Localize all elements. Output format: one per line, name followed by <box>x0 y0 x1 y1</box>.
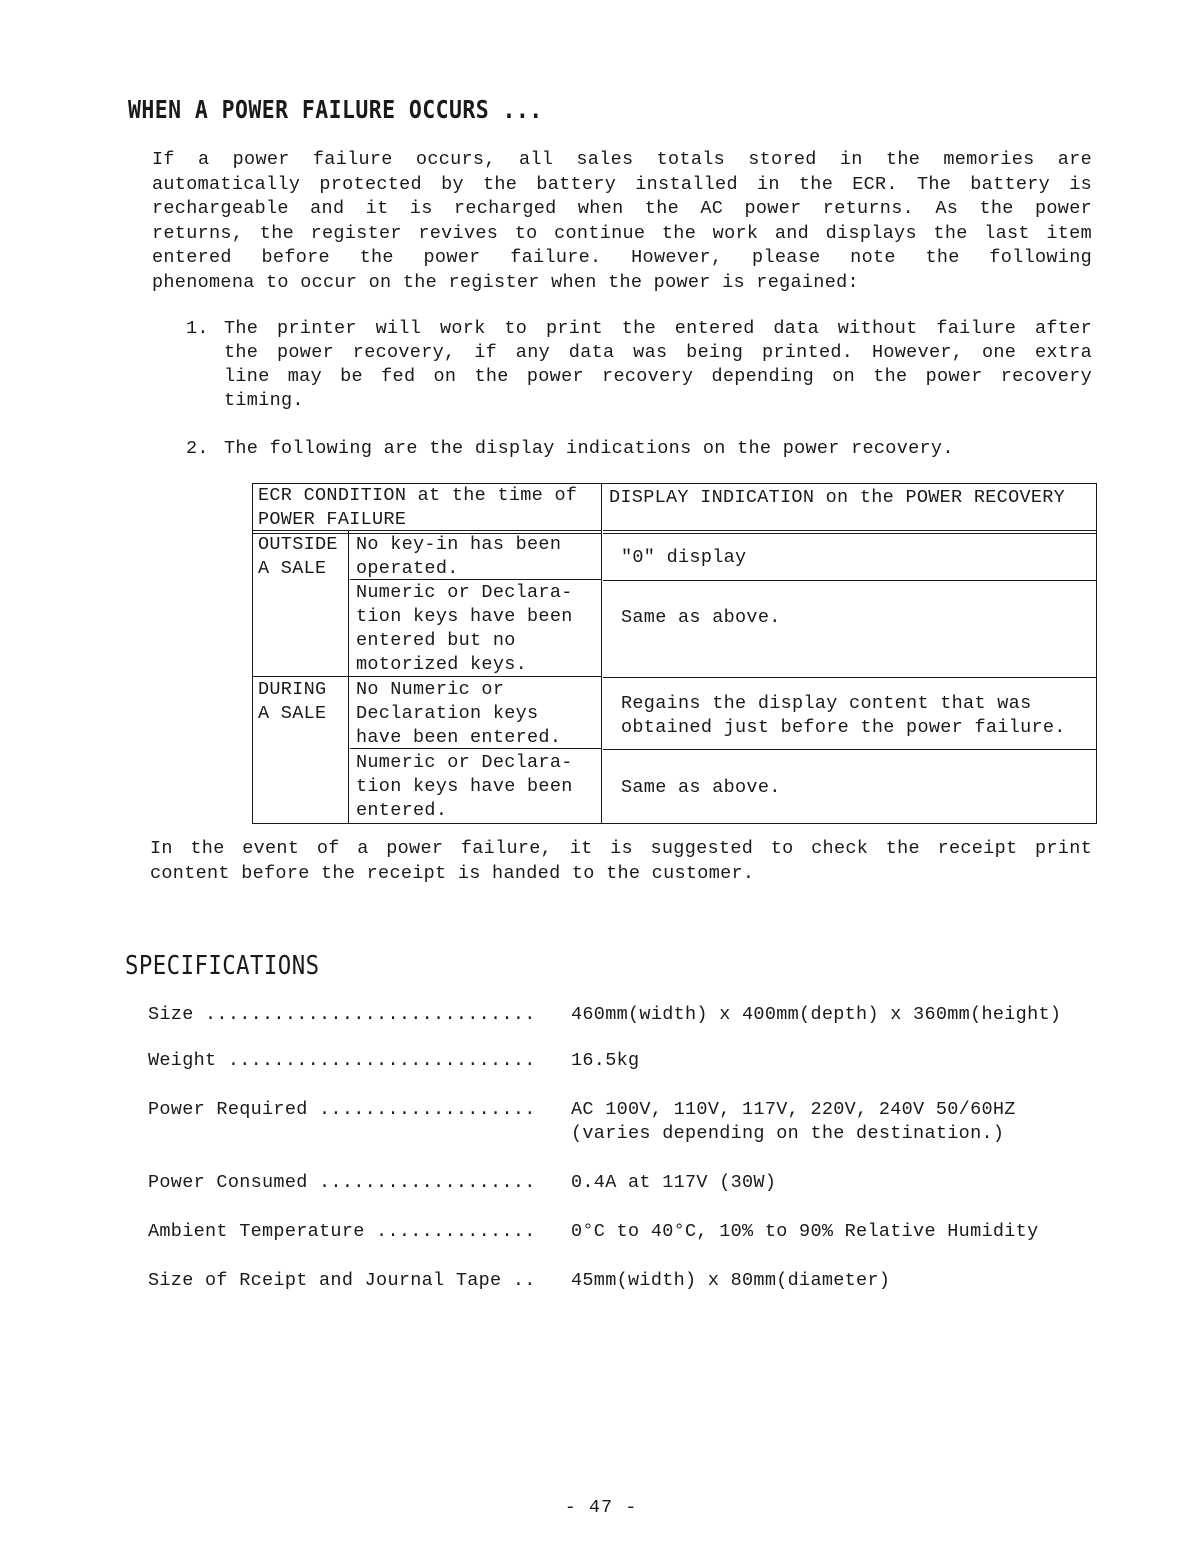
intro-line: If a power failure occurs, all sales totals stored in the memories are <box>152 149 1092 170</box>
display-line: Regains the display content that was <box>621 693 1032 714</box>
list-item-line: The following are the display indications on the power recovery. <box>224 438 954 459</box>
condition-line: have been entered. <box>356 727 562 748</box>
display-cell <box>621 776 781 800</box>
condition-cell <box>356 533 561 581</box>
table-column-divider <box>601 484 602 823</box>
condition-line: tion keys have been <box>356 606 573 627</box>
specifications-heading: SPECIFICATIONS <box>125 951 320 981</box>
spec-value: AC 100V, 110V, 117V, 220V, 240V 50/60HZ <box>571 1099 1016 1120</box>
condition-line: No Numeric or <box>356 679 505 700</box>
spec-value-note: (varies depending on the destination.) <box>571 1123 1005 1144</box>
table-row-rule <box>603 580 1096 581</box>
display-line: Same as above. <box>621 607 781 628</box>
list-item-line: line may be fed on the power recovery depending on the power recovery <box>224 366 1092 387</box>
spec-value: 0°C to 40°C, 10% to 90% Relative Humidity <box>571 1221 1039 1242</box>
condition-line: motorized keys. <box>356 654 528 675</box>
display-cell <box>621 606 781 630</box>
spec-value: 45mm(width) x 80mm(diameter) <box>571 1270 891 1291</box>
header-condition <box>258 484 577 532</box>
group-label-outside-sale <box>258 533 338 581</box>
header-condition-line: ECR CONDITION at the time of <box>258 485 578 506</box>
intro-line: rechargeable and it is recharged when the AC power returns. As the power <box>152 198 1092 219</box>
header-display: DISPLAY INDICATION on the POWER RECOVERY <box>609 487 1066 508</box>
intro-paragraph <box>152 148 1092 295</box>
spec-label: Ambient Temperature .............. <box>148 1221 536 1242</box>
intro-line: phenomena to occur on the register when the power is regained: <box>152 271 859 293</box>
condition-line: Numeric or Declara- <box>356 752 573 773</box>
intro-line: entered before the power failure. However, please note the following <box>152 247 1092 268</box>
list-item-body <box>224 437 1092 461</box>
spec-label: Size ............................. <box>148 1004 536 1025</box>
note-line: content before the receipt is handed to the customer. <box>150 862 755 884</box>
table-row-rule <box>603 749 1096 750</box>
group-label-line: DURING <box>258 679 327 700</box>
display-cell <box>621 692 1066 740</box>
spec-value: 0.4A at 117V (30W) <box>571 1172 777 1193</box>
display-line: "0" display <box>621 547 747 568</box>
display-line: obtained just before the power failure. <box>621 717 1066 738</box>
spec-label: Power Required ................... <box>148 1099 536 1120</box>
condition-line: Declaration keys <box>356 703 539 724</box>
condition-line: entered but no <box>356 630 516 651</box>
condition-line: entered. <box>356 800 448 821</box>
condition-cell <box>356 581 573 677</box>
power-failure-heading: WHEN A POWER FAILURE OCCURS ... <box>128 95 543 124</box>
table-row-rule <box>603 677 1096 678</box>
list-item-line: timing. <box>224 390 304 411</box>
list-item-body <box>224 317 1092 413</box>
list-item-line: the power recovery, if any data was being printed. However, one extra <box>224 342 1092 363</box>
condition-cell <box>356 751 573 823</box>
group-label-during-sale <box>258 678 326 726</box>
list-item-number: 2. <box>186 438 209 459</box>
group-label-line: A SALE <box>258 703 327 724</box>
table-header-rule <box>603 533 1096 534</box>
spec-value: 16.5kg <box>571 1050 640 1071</box>
display-line: Same as above. <box>621 777 781 798</box>
list-item-2 <box>186 437 1092 461</box>
spec-value: 460mm(width) x 400mm(depth) x 360mm(height) <box>571 1004 1062 1025</box>
condition-line: tion keys have been <box>356 776 573 797</box>
list-item-number: 1. <box>186 318 209 339</box>
condition-cell <box>356 678 561 750</box>
condition-line: No key-in has been <box>356 534 562 555</box>
intro-line: automatically protected by the battery installed in the ECR. The battery is <box>152 173 1092 195</box>
spec-label: Size of Rceipt and Journal Tape .. <box>148 1270 536 1291</box>
power-recovery-table <box>252 483 1097 824</box>
table-column-divider <box>348 531 349 823</box>
intro-line: returns, the register revives to continue the work and displays the last item <box>152 222 1092 244</box>
table-header-rule <box>603 530 1096 531</box>
group-label-line: OUTSIDE <box>258 534 338 555</box>
condition-line: Numeric or Declara- <box>356 582 573 603</box>
list-item-line: The printer will work to print the entered data without failure after <box>224 318 1092 339</box>
display-cell <box>621 546 746 570</box>
list-item-1 <box>186 317 1092 413</box>
group-label-line: A SALE <box>258 558 327 579</box>
page-number: - 47 - <box>564 1497 638 1518</box>
spec-label: Weight ........................... <box>148 1050 536 1071</box>
note-paragraph <box>150 837 1092 886</box>
note-line: In the event of a power failure, it is suggested to check the receipt print <box>150 838 1092 859</box>
spec-label: Power Consumed ................... <box>148 1172 536 1193</box>
header-condition-line: POWER FAILURE <box>258 509 407 530</box>
condition-line: operated. <box>356 558 459 579</box>
